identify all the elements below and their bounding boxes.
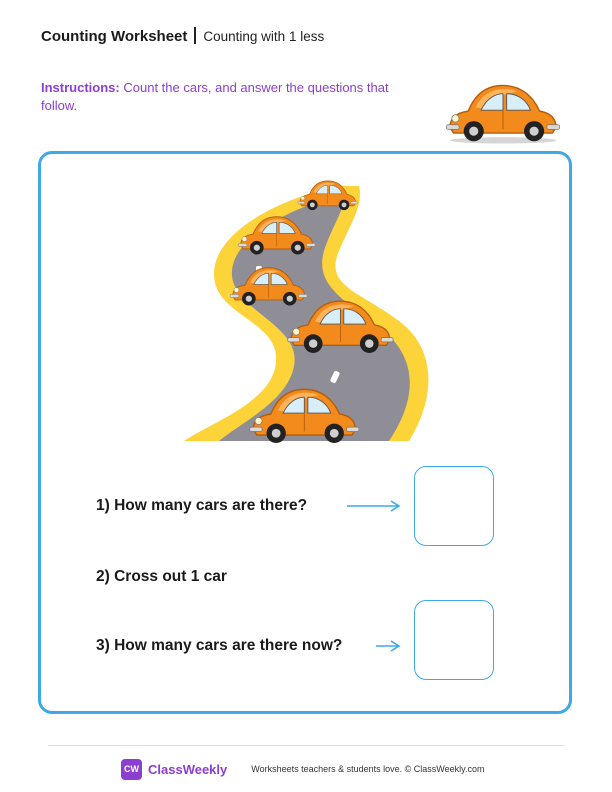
footer-divider bbox=[48, 745, 564, 746]
question-1: 1) How many cars are there? bbox=[96, 497, 308, 514]
question-3: 3) How many cars are there now? bbox=[96, 637, 343, 654]
answer-box-3[interactable] bbox=[414, 600, 494, 680]
worksheet-subtitle: Counting with 1 less bbox=[203, 29, 325, 44]
arrow-right-icon bbox=[346, 500, 402, 512]
car-illustration-icon bbox=[440, 80, 566, 144]
instructions bbox=[41, 79, 401, 115]
arrow-right-icon bbox=[375, 640, 402, 652]
footer bbox=[121, 758, 485, 780]
road-with-cars-illustration bbox=[184, 176, 434, 444]
footer-brand: ClassWeekly bbox=[148, 761, 228, 777]
worksheet-header bbox=[41, 27, 324, 45]
title-separator bbox=[194, 27, 196, 44]
instructions-label: Instructions: bbox=[41, 80, 120, 95]
answer-box-1[interactable] bbox=[414, 466, 494, 546]
footer-tagline: Worksheets teachers & students love. © ClassWeekly.com bbox=[251, 764, 485, 774]
classweekly-logo-icon: CW bbox=[121, 759, 142, 780]
question-2: 2) Cross out 1 car bbox=[96, 568, 227, 585]
instructions-text: Count the cars, and answer the questions that follow. bbox=[41, 80, 389, 113]
worksheet-title: Counting Worksheet bbox=[41, 28, 188, 45]
car-icon bbox=[298, 181, 358, 210]
